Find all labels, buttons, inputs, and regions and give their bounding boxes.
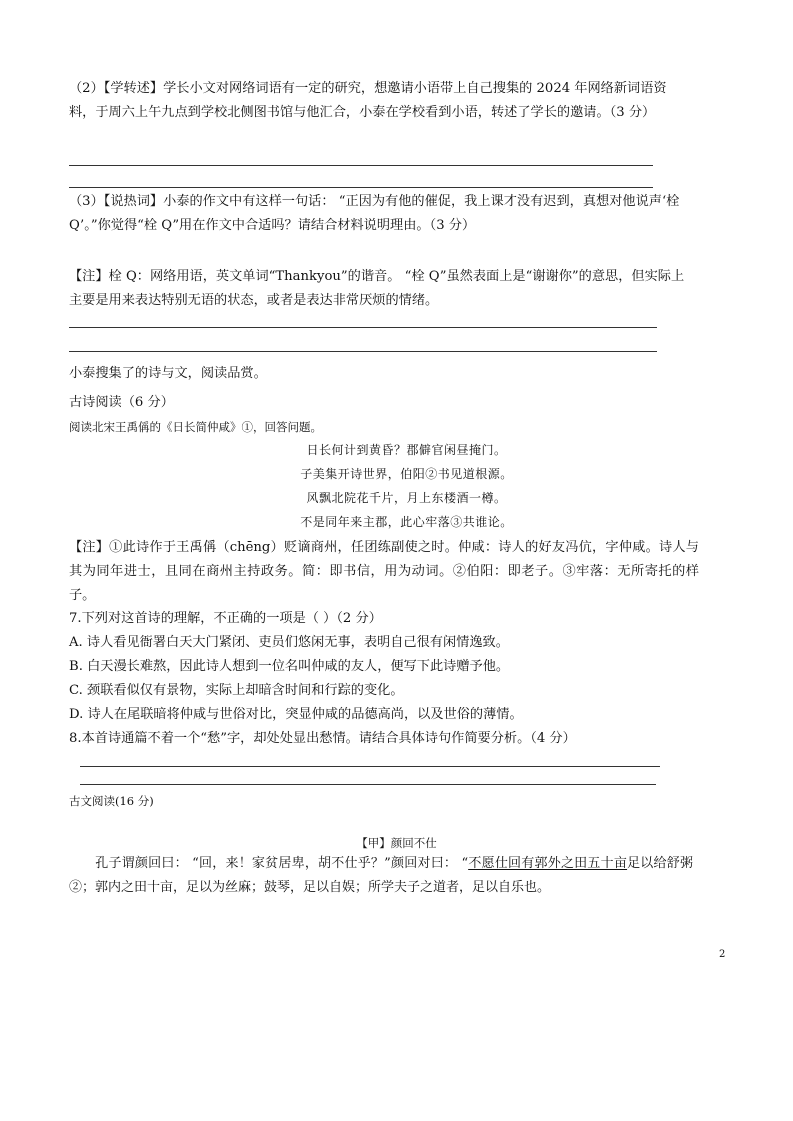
poem xyxy=(0,438,793,534)
prose-text: 足以给舒粥②；郭内之田十亩，足以为丝麻；鼓琴，足以自娱；所学夫子之道者，足以自乐也。 xyxy=(69,856,693,895)
answer-line xyxy=(69,351,657,352)
option-a: A. 诗人看见衙署白天大门紧闭、吏员们悠闲无事，表明自己很有闲情逸致。 xyxy=(69,635,509,650)
poem-line: 日长何计到黄昏？郡僻官闲昼掩门。 xyxy=(306,443,507,457)
option-c: C. 颈联看似仅有景物，实际上却暗含时间和行踪的变化。 xyxy=(69,683,404,698)
answer-line xyxy=(69,165,653,166)
prose-heading: 古文阅读(16 分) xyxy=(69,794,154,808)
question-7-stem: 7.下列对这首诗的理解，不正确的一项是（ ）（2 分） xyxy=(69,611,382,626)
poem-note: 【注】①此诗作于王禹偁（chēng）贬谪商州，任团练副使之时。仲咸：诗人的好友冯伉，字仲咸。诗人与其为同年进士，且同在商州主持政务。简：即书信，用为动词。②伯阳：即老子。③牢落：无所寄托的样子。 xyxy=(69,540,699,603)
prose-title: 【甲】颜回不仕 xyxy=(356,836,437,850)
answer-line xyxy=(69,187,653,188)
prose-body xyxy=(69,852,693,900)
answer-line xyxy=(69,327,657,328)
prose-underlined-sentence: 不愿仕回有郭外之田五十亩 xyxy=(468,856,628,871)
poetry-heading: 古诗阅读（6 分） xyxy=(69,395,174,410)
poem-line: 子美集开诗世界，伯阳②书见道根源。 xyxy=(300,467,513,481)
question-2: （2）【学转述】学长小文对网络词语有一定的研究，想邀请小语带上自己搜集的 2024 年网络新词语资料，于周六上午九点到学校北侧图书馆与他汇合，小泰在学校看到小语，转述了学长的邀请。（3 分） xyxy=(69,81,667,120)
page-number: 2 xyxy=(719,949,726,960)
question-3-note: 【注】栓 Q：网络用语，英文单词“Thankyou”的谐音。 “栓 Q”虽然表面上是“谢谢你”的意思，但实际上主要是用来表达特别无语的状态，或者是表达非常厌烦的情绪。 xyxy=(69,269,685,308)
section-intro: 小泰搜集了的诗与文，阅读品赏。 xyxy=(69,366,267,381)
question-3: （3）【说热词】小泰的作文中有这样一句话： “正因为有他的催促，我上课才没有迟到，真想对他说声‘栓 Q’。”你觉得“栓 Q”用在作文中合适吗？请结合材料说明理由。（3 分） xyxy=(69,194,680,233)
question-8-stem: 8.本首诗通篇不着一个“愁”字，却处处显出愁情。请结合具体诗句作简要分析。（4 分） xyxy=(69,731,576,746)
answer-line xyxy=(80,784,656,785)
option-d: D. 诗人在尾联暗将仲咸与世俗对比，突显仲咸的品德高尚，以及世俗的薄情。 xyxy=(69,707,523,722)
poem-line: 不是同年来主郡，此心牢落③共谁论。 xyxy=(300,515,513,529)
poetry-instruction: 阅读北宋王禹偁的《日长简仲咸》①，回答问题。 xyxy=(69,420,322,434)
answer-line xyxy=(80,766,660,767)
option-b: B. 白天漫长难熬，因此诗人想到一位名叫仲咸的友人，便写下此诗赠予他。 xyxy=(69,659,510,674)
poem-line: 风飘北院花千片，月上东楼酒一樽。 xyxy=(306,491,507,505)
prose-text: 孔子谓颜回曰： “回，来！家贫居卑，胡不仕乎？”颜回对曰： “ xyxy=(95,856,469,871)
